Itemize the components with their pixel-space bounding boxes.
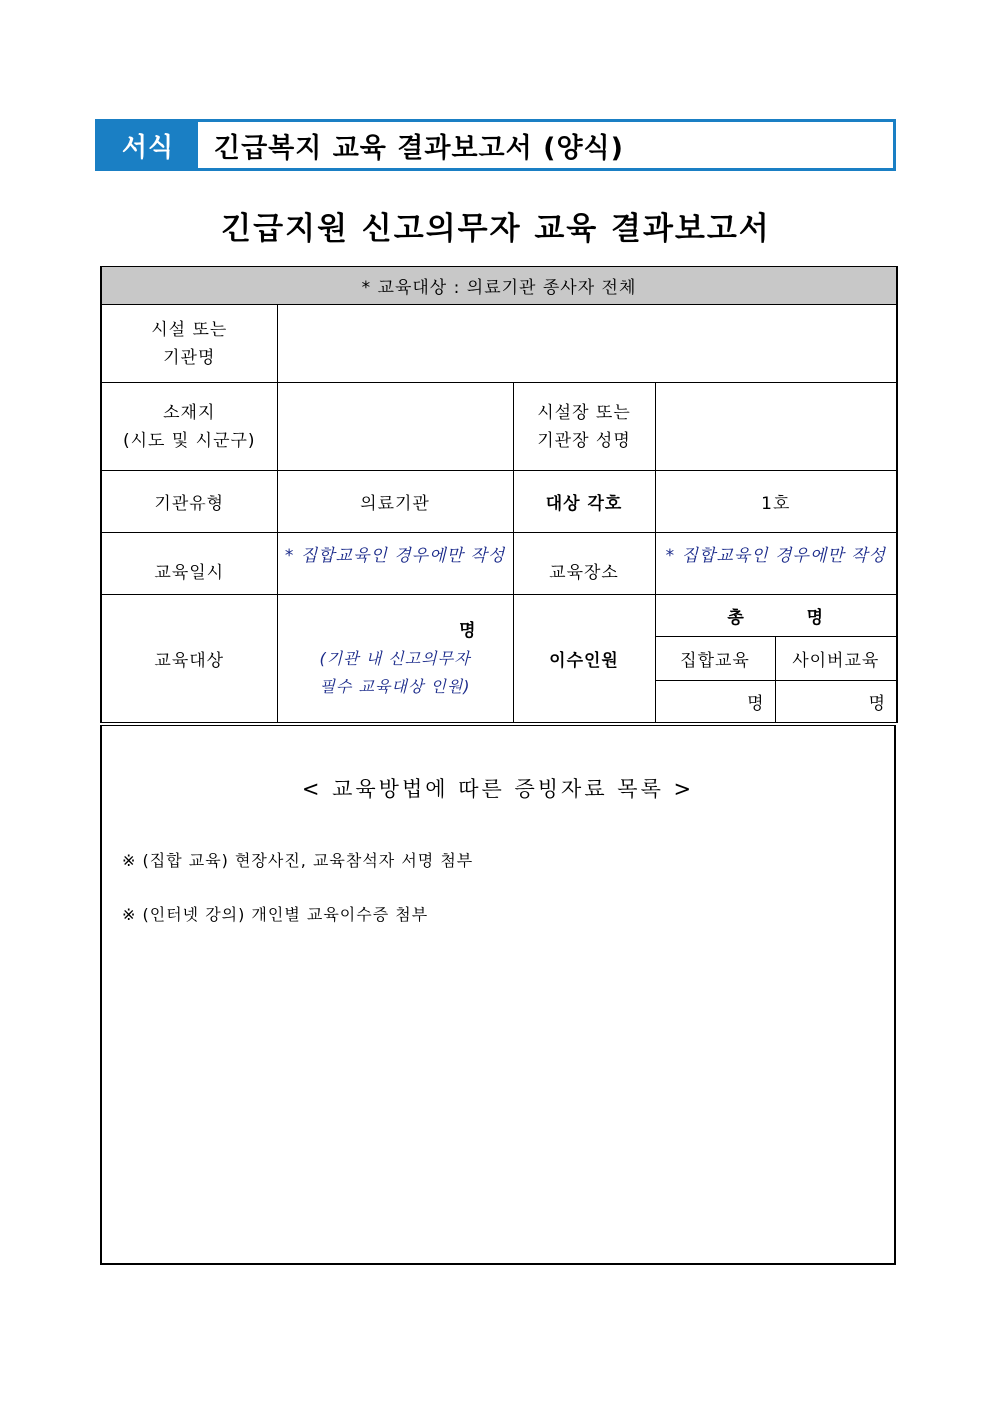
location-label: [101, 383, 277, 471]
location-label-line2: (시도 및 시군구): [122, 430, 256, 451]
target-item-value: 1호: [655, 471, 897, 533]
document-title: 긴급지원 신고의무자 교육 결과보고서: [221, 211, 771, 247]
facility-name-field[interactable]: [277, 305, 897, 383]
form-header-title: 긴급복지 교육 결과보고서 (양식): [214, 132, 624, 164]
head-label-line1: 시설장 또는: [537, 402, 631, 423]
location-field[interactable]: [277, 383, 513, 471]
completed-label: 이수인원: [513, 595, 655, 723]
evidence-section: [100, 725, 896, 1265]
location-label-line1: 소재지: [163, 402, 216, 423]
trainees-label: 교육대상: [101, 595, 277, 723]
form-header-bar: [95, 119, 896, 171]
education-date-label: 교육일시: [101, 533, 277, 595]
group-education-count[interactable]: 명: [655, 681, 775, 723]
report-form-table: [100, 266, 898, 723]
head-name-field[interactable]: [655, 383, 897, 471]
trainees-unit: 명: [459, 620, 477, 641]
total-count-field[interactable]: [655, 595, 897, 637]
cyber-education-count[interactable]: 명: [775, 681, 897, 723]
total-label: 총: [727, 608, 745, 628]
facility-label: [101, 305, 277, 383]
evidence-title: < 교육방법에 따른 증빙자료 목록 >: [301, 777, 695, 801]
institution-type-label: 기관유형: [101, 471, 277, 533]
education-date-note[interactable]: * 집합교육인 경우에만 작성: [277, 533, 513, 595]
head-name-label: [513, 383, 655, 471]
total-unit: 명: [806, 608, 825, 628]
form-badge: 서식: [98, 122, 198, 168]
head-label-line2: 기관장 성명: [537, 430, 631, 451]
evidence-item-group: ※ (집합 교육) 현장사진, 교육참석자 서명 첨부: [122, 851, 474, 870]
education-place-label: 교육장소: [513, 533, 655, 595]
trainees-note-line2: 필수 교육대상 인원): [319, 676, 471, 696]
trainees-field[interactable]: [277, 595, 513, 723]
group-education-label: 집합교육: [655, 637, 775, 681]
trainees-note-line1: (기관 내 신고의무자: [319, 648, 471, 668]
facility-label-line2: 기관명: [163, 347, 216, 368]
institution-type-value: 의료기관: [277, 471, 513, 533]
target-item-label: 대상 각호: [513, 471, 655, 533]
facility-label-line1: 시설 또는: [151, 319, 228, 340]
target-banner: * 교육대상 : 의료기관 종사자 전체: [101, 267, 897, 305]
education-place-note[interactable]: * 집합교육인 경우에만 작성: [655, 533, 897, 595]
cyber-education-label: 사이버교육: [775, 637, 897, 681]
evidence-item-online: ※ (인터넷 강의) 개인별 교육이수증 첨부: [122, 905, 429, 924]
